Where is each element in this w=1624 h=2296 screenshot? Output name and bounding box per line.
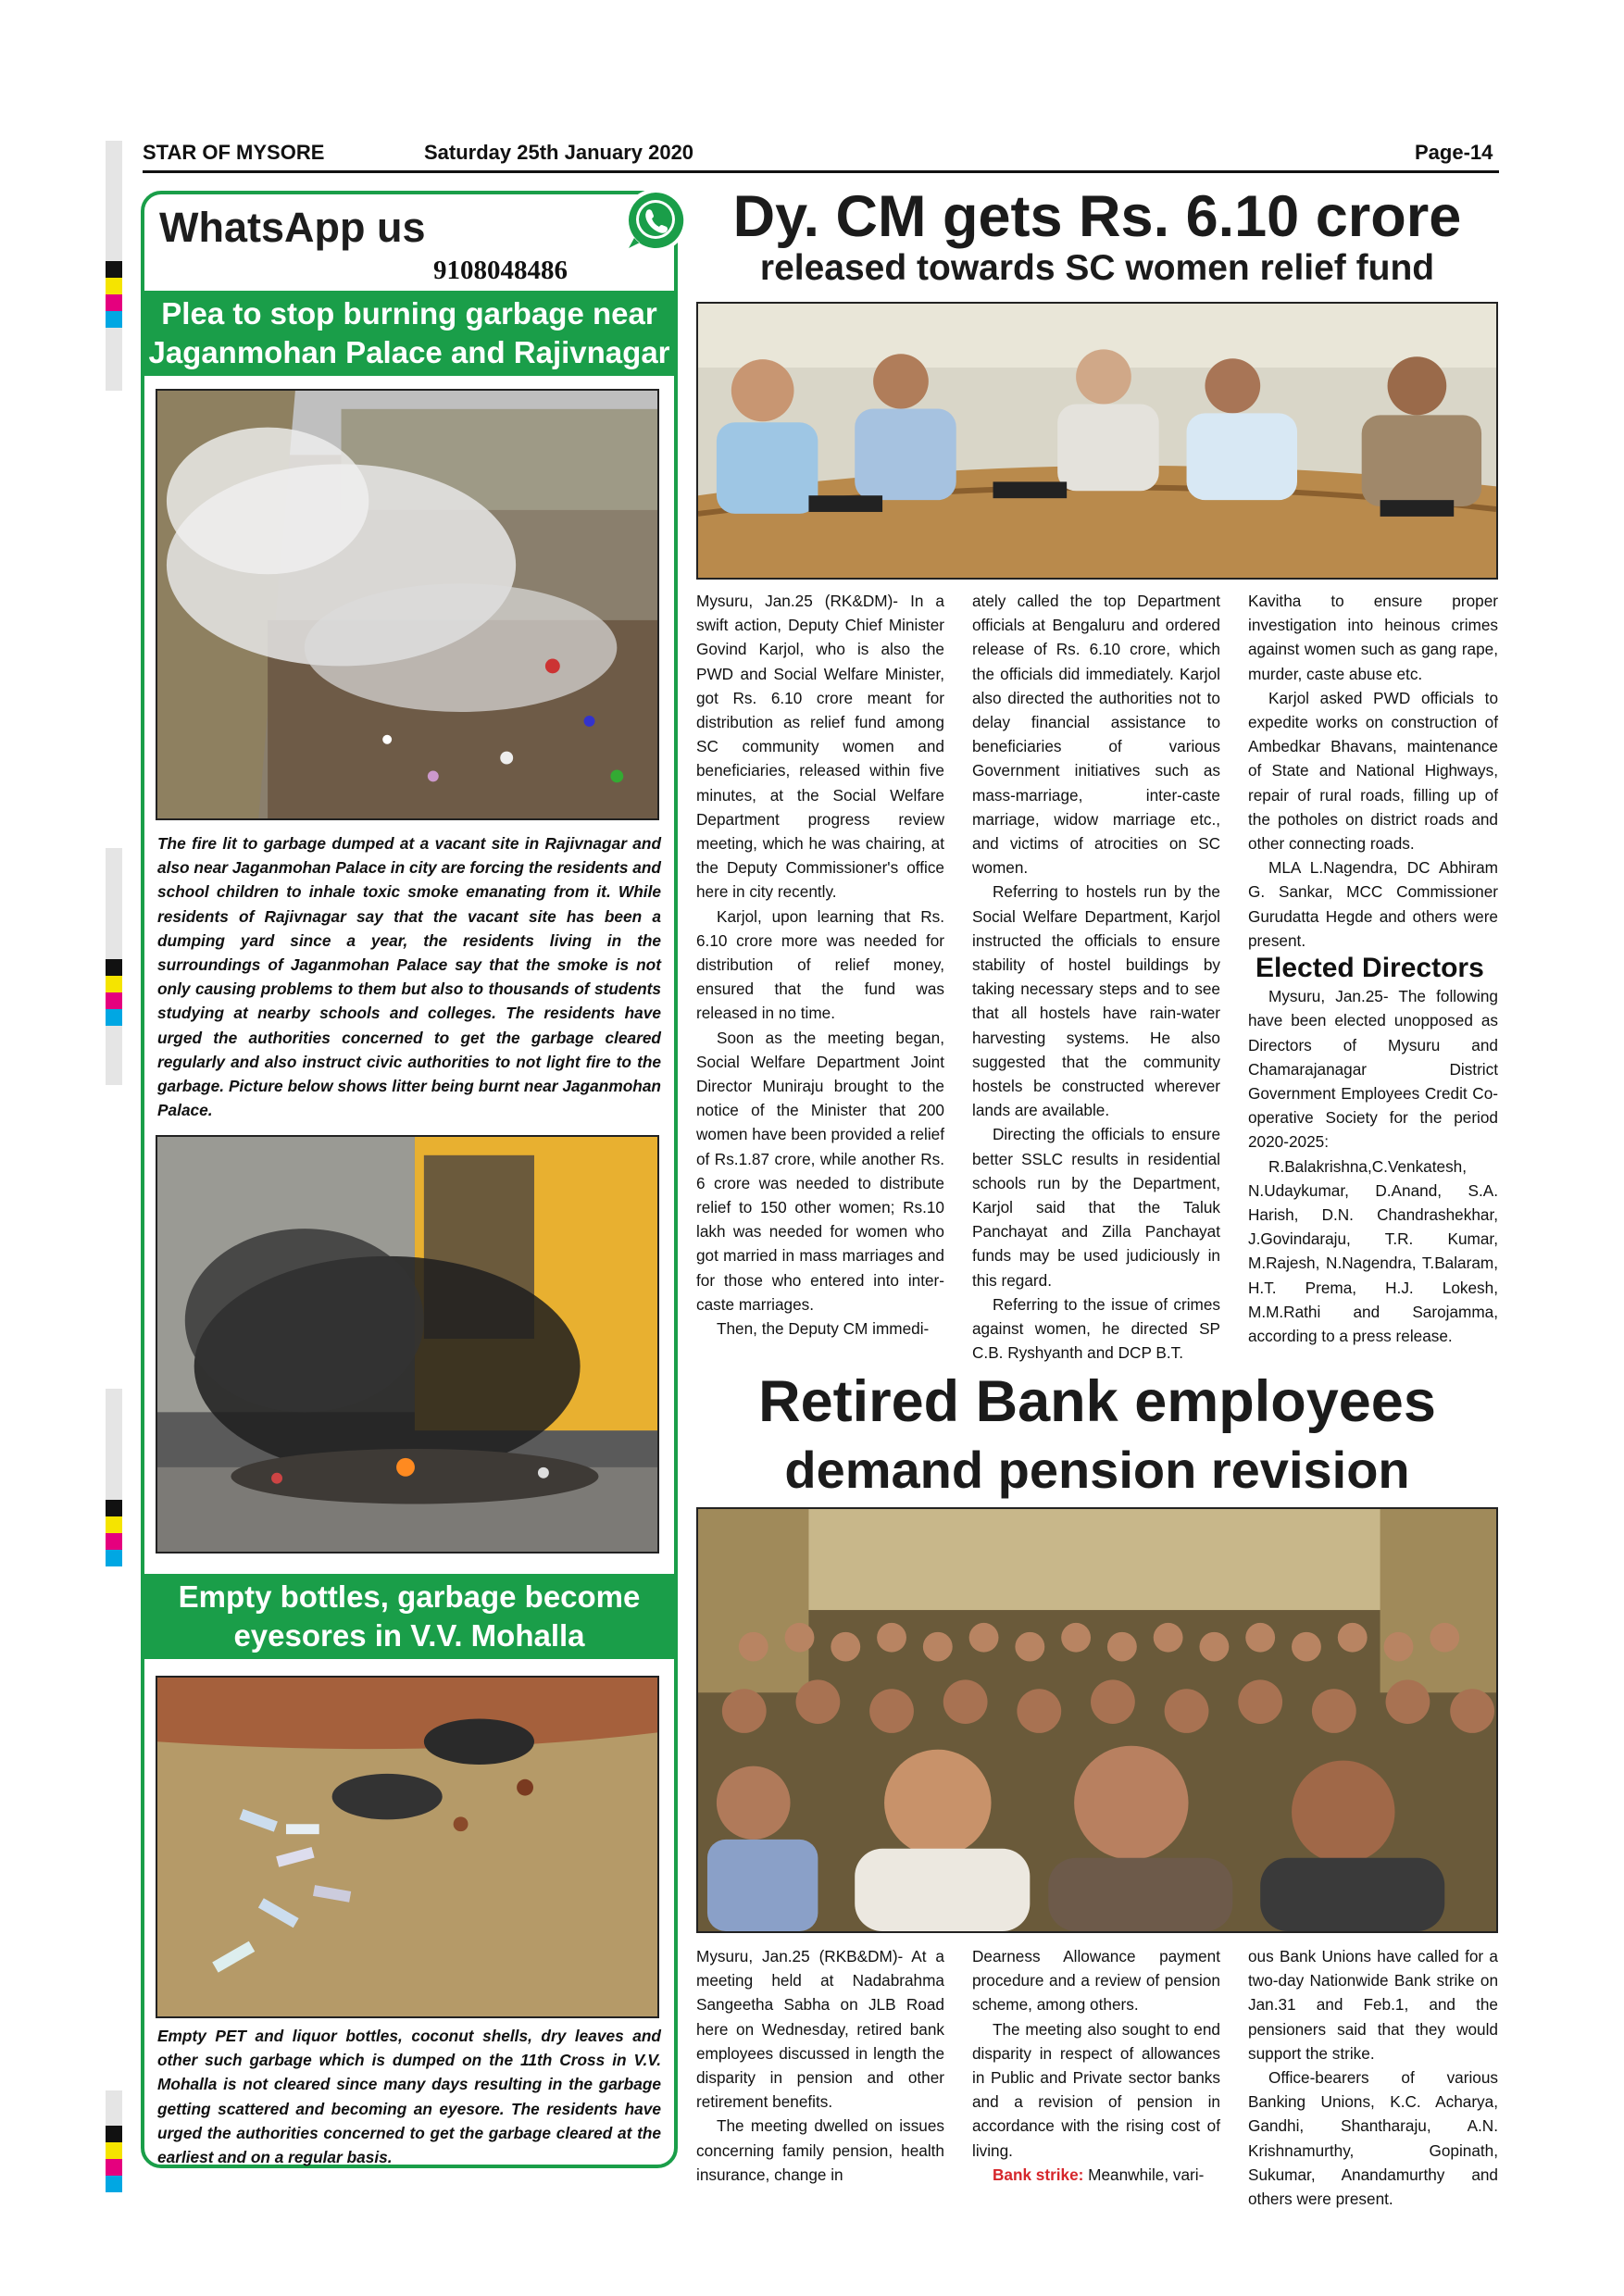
paragraph: Dearness Allowance payment procedure and a review of pension scheme, among others.	[972, 1947, 1220, 2015]
paragraph	[972, 2163, 1220, 2187]
garbage-smoke-photo	[156, 389, 659, 820]
heading-line: Jaganmohan Palace and Rajivnagar	[148, 335, 670, 369]
story-heading-vv-mohalla	[144, 1574, 674, 1659]
registration-mark-cyan	[106, 311, 122, 328]
photo-caption-garbage-burning: The fire lit to garbage dumped at a vacant site in Rajivnagar and also near Jaganmohan Palace in city are forcing the residents and school children to inhale toxic smoke emanating from it. While residents of Rajivnagar say that the vacant site has been a dumping yard since a year, the residents living in the surroundings of Jaganmohan Palace say that the smoke is not only causing problems to them but also to thousands of students studying at nearby schools and colleges. The residents have urged the authorities concerned to get the garbage cleared regularly and also instruct civic authorities to not light fire to the garbage. Picture below shows litter being burnt near Jaganmohan Palace.	[157, 834, 661, 1120]
paragraph: Directing the officials to ensure better SSLC results in residential schools run by the Department, Karjol said that the Taluk Panchayat and Zilla Panchayat funds may be used judiciously in this regard.	[972, 1125, 1220, 1290]
registration-mark-magenta	[106, 992, 122, 1009]
photo-caption-vv-mohalla: Empty PET and liquor bottles, coconut shells, dry leaves and other such garbage which is dumped on the 11th Cross in V.V. Mohalla is not cleared since many days resulting in the garbage getting scattered and becoming an eyesore. The residents have urged the authorities concerned to get the garbage cleared at the earliest and on a regular basis.	[157, 2027, 661, 2167]
paragraph: The meeting also sought to end disparity in respect of allowances in Public and Private sector banks and a revision of pension in accordance with the rising cost of living.	[972, 2019, 1220, 2160]
registration-mark-cyan	[106, 2176, 122, 2192]
header-rule	[143, 170, 1499, 173]
meeting-photo	[696, 302, 1498, 580]
registration-mark-cyan	[106, 1550, 122, 1566]
bank-column-3	[1248, 1944, 1498, 2211]
headline-dycm: Dy. CM gets Rs. 6.10 crore	[732, 184, 1462, 249]
whatsapp-title: WhatsApp us	[159, 204, 426, 251]
paragraph: Mysuru, Jan.25 (RKB&DM)- At a meeting held at Nadabrahma Sangeetha Sabha on JLB Road here on Wednesday, retired bank employees discussed in length the disparity in pension and other retirement benefits.	[696, 1947, 944, 2112]
paragraph: Referring to the issue of crimes against women, he directed SP C.B. Ryshyanth and DCP B.T.	[972, 1294, 1220, 1363]
registration-mark-yellow	[106, 278, 122, 294]
paper-name: STAR OF MYSORE	[143, 141, 325, 164]
registration-mark-yellow	[106, 1516, 122, 1533]
page-number: Page-14	[1415, 141, 1493, 164]
paragraph: Then, the Deputy CM immedi-	[717, 1319, 930, 1339]
heading-line: Plea to stop burning garbage near	[161, 296, 657, 331]
dycm-column-3	[1248, 589, 1498, 1348]
paragraph: The meeting dwelled on issues concerning family pension, health insurance, change in	[696, 2116, 944, 2184]
dycm-column-1	[696, 589, 944, 1341]
registration-mark-cyan	[106, 1009, 122, 1026]
whatsapp-number: 9108048486	[433, 256, 568, 285]
registration-mark-black	[106, 2126, 122, 2142]
registration-mark-yellow	[106, 976, 122, 992]
registration-mark-black	[106, 959, 122, 976]
bank-strike-label: Bank strike:	[993, 2165, 1084, 2184]
bank-column-2	[972, 1944, 1220, 2187]
paragraph: Mysuru, Jan.25 (RK&DM)- In a swift action, Deputy Chief Minister Govind Karjol, who is also the PWD and Social Welfare Minister, got Rs. 6.10 crore meant for distribution as relief fund among SC community women and beneficiaries, released within five minutes, at the Social Welfare Department progress review meeting, which he was chairing, at the Deputy Commissioner's office here in city recently.	[696, 592, 944, 902]
paragraph: Mysuru, Jan.25- The following have been elected unopposed as Directors of Mysuru and Chamarajanagar District Government Employees Credit Co-operative Society for the period 2020-2025:	[1248, 987, 1498, 1152]
paragraph: MLA L.Nagendra, DC Abhiram G. Sankar, MCC Commissioner Gurudatta Hegde and others were present.	[1248, 858, 1498, 950]
paragraph: Kavitha to ensure proper investigation into heinous crimes against women such as gang rape, murder, caste abuse etc.	[1248, 592, 1498, 683]
heading-line: eyesores in V.V. Mohalla	[233, 1618, 585, 1653]
bank-strike-text: Meanwhile, vari-	[1083, 2165, 1205, 2184]
registration-mark-magenta	[106, 2159, 122, 2176]
paragraph: Karjol, upon learning that Rs. 6.10 crore more was needed for distribution of relief money, ensured that the fund was released in no time.	[696, 906, 944, 1023]
bank-meeting-photo	[696, 1507, 1498, 1933]
elected-directors-heading: Elected Directors	[1255, 953, 1484, 984]
paragraph: Office-bearers of various Banking Unions, K.C. Acharya, Gandhi, Shantharaju, A.N. Krishnamurthy, Gopinath, Sukumar, Anandamurthy and others were present.	[1248, 2068, 1498, 2209]
paragraph: Referring to hostels run by the Social Welfare Department, Karjol instructed the officials to ensure stability of hostel buildings by taking necessary steps and to see that all hostels have rain-water harvesting systems. He also suggested that the community hostels be constructed wherever lands are available.	[972, 882, 1220, 1120]
heading-line: Empty bottles, garbage become	[178, 1579, 641, 1614]
whatsapp-icon	[622, 187, 689, 254]
issue-date: Saturday 25th January 2020	[424, 141, 694, 164]
bank-column-1	[696, 1944, 944, 2187]
paragraph: ous Bank Unions have called for a two-day Nationwide Bank strike on Jan.31 and Feb.1, and the pensioners said that they would support the strike.	[1248, 1947, 1498, 2063]
registration-mark-yellow	[106, 2142, 122, 2159]
story-heading-garbage-burning	[144, 291, 674, 376]
registration-mark-black	[106, 261, 122, 278]
subhead-dycm: released towards SC women relief fund	[759, 248, 1435, 288]
empty-bottles-photo	[156, 1676, 659, 2018]
paragraph: ately called the top Department officials at Bengaluru and ordered release of Rs. 6.10 crore, which the officials did immediately. Karjol also directed the authorities not to delay financial assistance to beneficiaries of various Government initiatives such as mass-marriage, inter-caste marriage, widow marriage etc., and victims of atrocities on SC women.	[972, 592, 1220, 878]
subhead-bank: demand pension revision	[784, 1441, 1410, 1499]
registration-mark-black	[106, 1500, 122, 1516]
paragraph: Soon as the meeting began, Social Welfare Department Joint Director Muniraju brought to the notice of the Minister that 200 women have been provided a relief of Rs.1.87 crore, while another Rs. 6 crore was needed to distribute relief to 150 other women; Rs.10 lakh was needed for women who got married in mass marriages and for those who entered into inter-caste marriages.	[696, 1028, 944, 1314]
paragraph: R.Balakrishna,C.Venkatesh, N.Udaykumar, D.Anand, S.A. Harish, D.N. Chandrashekhar, J.Govindaraju, T.R. Kumar, M.Rajesh, N.Nagendra, T.Balaram, H.T. Prema, H.J. Lokesh, M.M.Rathi and Sarojamma, according to a press release.	[1248, 1156, 1498, 1346]
dycm-column-2	[972, 589, 1220, 1366]
headline-bank: Retired Bank employees	[758, 1369, 1436, 1434]
registration-mark-magenta	[106, 294, 122, 311]
paragraph: Karjol asked PWD officials to expedite works on construction of Ambedkar Bhavans, maintenance of State and National Highways, repair of rural roads, filling up of the potholes on district roads and other connecting roads.	[1248, 688, 1498, 854]
registration-mark-magenta	[106, 1533, 122, 1550]
fire-near-palace-photo	[156, 1135, 659, 1554]
